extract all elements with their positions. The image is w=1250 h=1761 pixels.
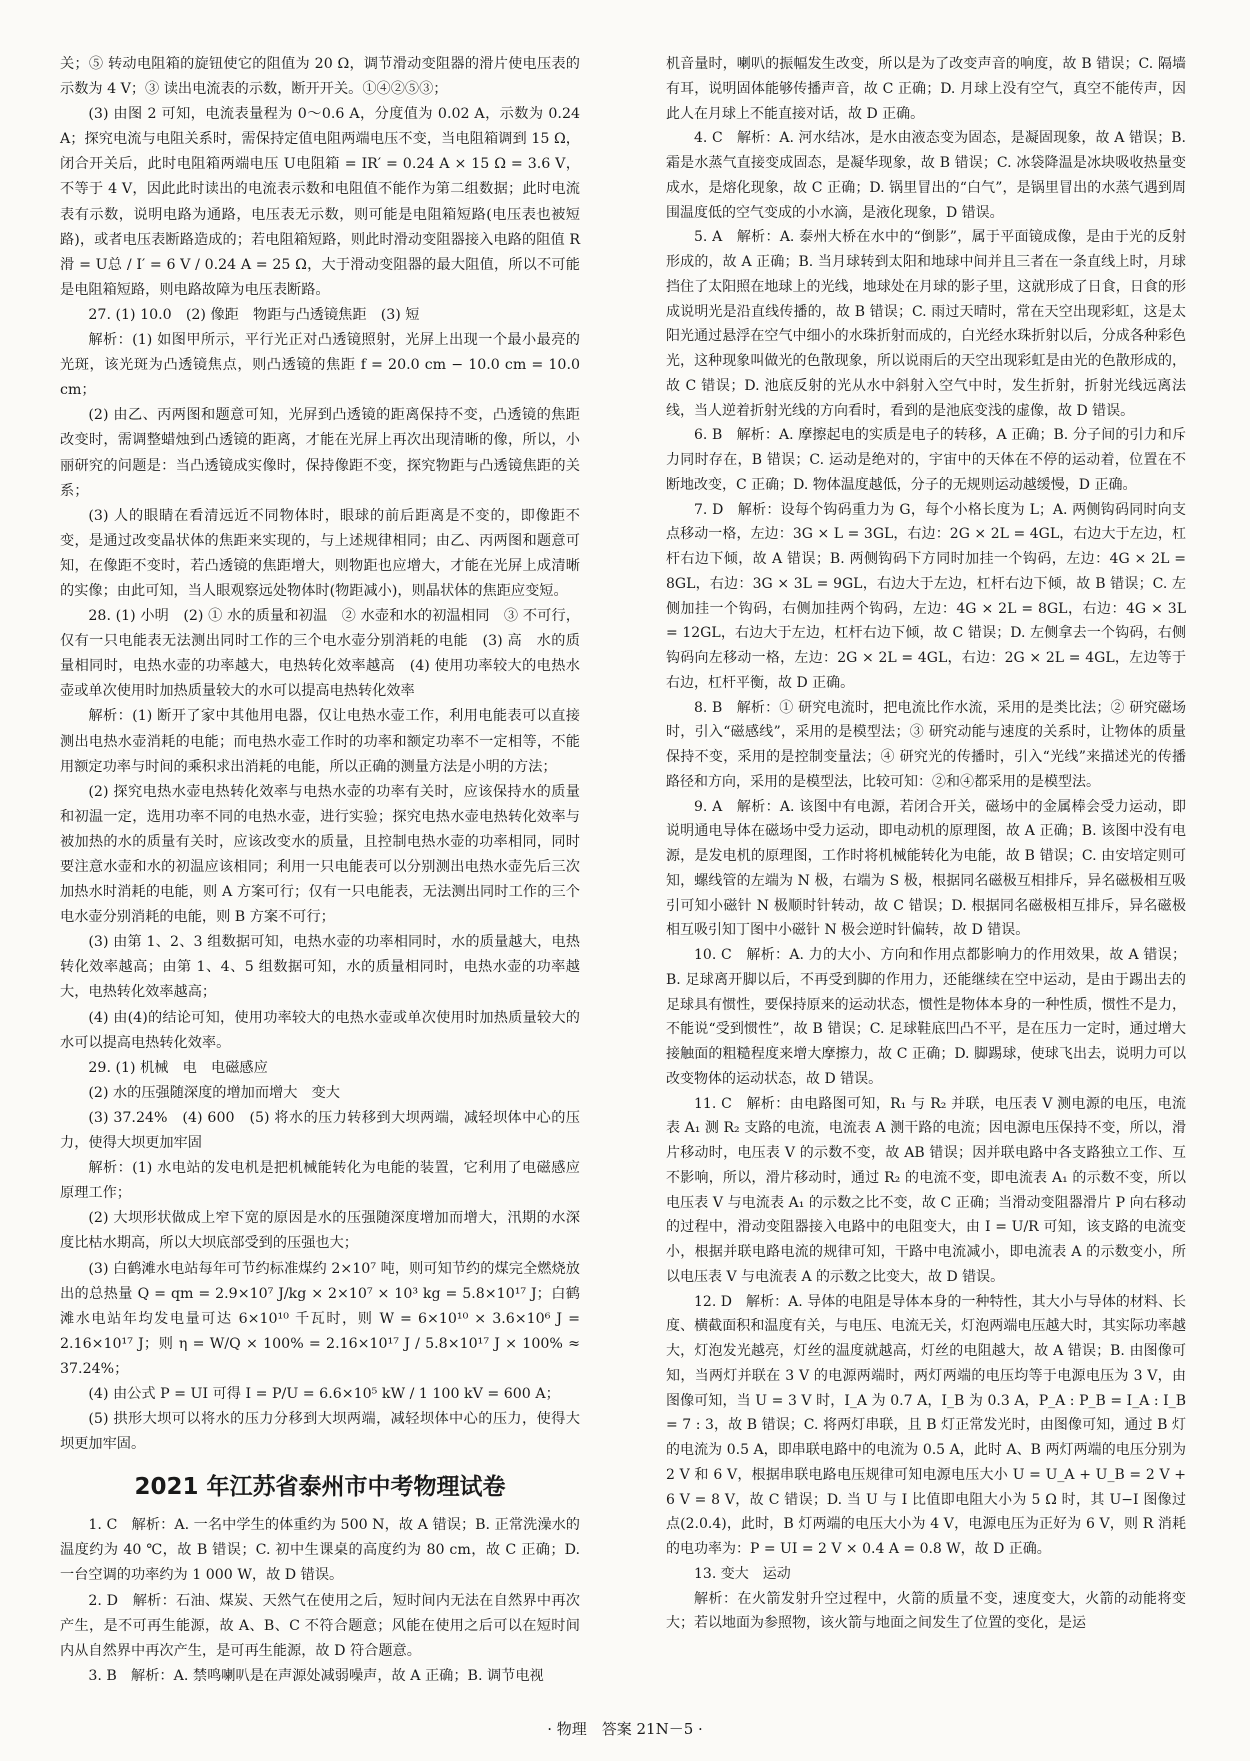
answer-paragraph: 关；⑤ 转动电阻箱的旋钮使它的阻值为 20 Ω，调节滑动变阻器的滑片使电压表的示数为 4 V；③ 读出电流表的示数，断开开关。①④②⑤③； xyxy=(60,56,580,98)
answer-paragraph: 6. B 解析：A. 摩擦起电的实质是电子的转移，A 正确；B. 分子间的引力和斥力同时存在，B 错误；C. 运动是绝对的，宇宙中的天体在不停的运动着，位置在不断地改变，C 正确；D. 物体温度越低，分子的无规则运动越缓慢，D 正确。 xyxy=(666,427,1186,493)
answer-paragraph: 4. C 解析：A. 河水结冰，是水由液态变为固态，是凝固现象，故 A 错误；B. 霜是水蒸气直接变成固态，是凝华现象，故 B 错误；C. 冰袋降温是冰块吸收热量变成水，是熔化现象，故 C 正确；D. 锅里冒出的“白气”，是锅里冒出的水蒸气遇到周围温度低的空气变成的小水滴，是液化现象，D 错误。 xyxy=(666,130,1186,221)
answer-paragraph: 8. B 解析：① 研究电流时，把电流比作水流，采用的是类比法；② 研究磁场时，引入“磁感线”，采用的是模型法；③ 研究动能与速度的关系时，让物体的质量保持不变，采用的是控制变量法；④ 研究光的传播时，引入“光线”来描述光的传播路径和方向，采用的是模型法，比较可知：②和④都采用的是模型法。 xyxy=(666,699,1186,790)
answer-paragraph: (3) 白鹤滩水电站每年可节约标准煤约 2×10⁷ 吨，则可知节约的煤完全燃烧放出的总热量 Q = qm = 2.9×10⁷ J/kg × 2×10⁷ × 10³ kg = 5.8×10¹⁷ J；白鹤滩水电站年均发电量可达 6×10¹⁰ 千瓦时，则 W = 6×10¹⁰ × 3.6×10⁶ J = 2.16×10¹⁷ J；则 η = W/Q × 100% = 2.16×10¹⁷ J / 5.8×10¹⁷ J × 100% ≈ 37.24%； xyxy=(60,1260,580,1377)
answer-paragraph: 2. D 解析：石油、煤炭、天然气在使用之后，短时间内无法在自然界中再次产生，是不可再生能源，故 A、B、C 不符合题意；风能在使用之后可以在短时间内从自然界中再次产生，是可再生能源，故 D 符合题意。 xyxy=(60,1592,580,1659)
answer-paragraph: 7. D 解析：设每个钩码重力为 G，每个小格长度为 L；A. 两侧钩码同时向支点移动一格，左边：3G × L = 3GL，右边：2G × 2L = 4GL，右边大于左边，杠杆右边下倾，故 A 错误；B. 两侧钩码下方同时加挂一个钩码，左边：4G × 2L = 8GL，右边：3G × 3L = 9GL，右边大于左边，杠杆右边下倾，故 B 错误；C. 左侧加挂一个钩码，右侧加挂两个钩码，左边：4G × 2L = 8GL，右边：4G × 3L = 12GL，右边大于左边，杠杆右边下倾，故 C 错误；D. 左侧拿去一个钩码，右侧钩码向左移动一格，左边：2G × 2L = 4GL，右边：2G × 2L = 4GL，左边等于右边，杠杆平衡，故 D 正确。 xyxy=(666,501,1186,691)
answer-paragraph: 解析：(1) 断开了家中其他用电器，仅让电热水壶工作，利用电能表可以直接测出电热水壶消耗的电能；而电热水壶工作时的功率和额定功率不一定相等，不能用额定功率与时间的乘积求出消耗的电能，所以正确的测量方法是小明的方法； xyxy=(60,708,580,775)
answer-paragraph: (2) 大坝形状做成上窄下宽的原因是水的压强随深度增加而增大，汛期的水深度比枯水期高，所以大坝底部受到的压强也大； xyxy=(60,1210,580,1252)
answer-paragraph: 机音量时，喇叭的振幅发生改变，所以是为了改变声音的响度，故 B 错误；C. 隔墙有耳，说明固体能够传播声音，故 C 正确；D. 月球上没有空气，真空不能传声，因此人在月球上不能直接对话，故 D 正确。 xyxy=(666,56,1186,122)
answer-paragraph: 29. (1) 机械 电 电磁感应 xyxy=(88,1059,268,1076)
answer-paragraph: 10. C 解析：A. 力的大小、方向和作用点都影响力的作用效果，故 A 错误；B. 足球离开脚以后，不再受到脚的作用力，还能继续在空中运动，是由于踢出去的足球具有惯性，要保持原来的运动状态，惯性是物体本身的一种性质，惯性不是力，不能说“受到惯性”，故 B 错误；C. 足球鞋底凹凸不平，是在压力一定时，通过增大接触面的粗糙程度来增大摩擦力，故 C 正确；D. 脚踢球，使球飞出去，说明力可以改变物体的运动状态，故 D 错误。 xyxy=(666,947,1186,1087)
answer-paragraph: (4) 由公式 P = UI 可得 I = P/U = 6.6×10⁵ kW / 1 100 kV = 600 A； xyxy=(88,1385,560,1402)
answer-paragraph: (3) 人的眼睛在看清远近不同物体时，眼球的前后距离是不变的，即像距不变，是通过改变晶状体的焦距来实现的，与上述规律相同；由乙、丙两图和题意可知，在像距不变时，若凸透镜的焦距增大，则物距也应增大，才能在光屏上成清晰的实像；由此可知，当人眼观察远处物体时(物距减小)，则晶状体的焦距应变短。 xyxy=(60,507,580,599)
answer-paragraph: (2) 水的压强随深度的增加而增大 变大 xyxy=(88,1084,340,1101)
answer-paragraph: 1. C 解析：A. 一名中学生的体重约为 500 N，故 A 错误；B. 正常洗澡水的温度约为 40 ℃，故 B 错误；C. 初中生课桌的高度约为 80 cm，故 C 正确；D. 一台空调的功率约为 1 000 W，故 D 错误。 xyxy=(60,1517,580,1584)
answer-paragraph: (5) 拱形大坝可以将水的压力分移到大坝两端，减轻坝体中心的压力，使得大坝更加牢固。 xyxy=(60,1411,580,1453)
answer-paragraph: (2) 探究电热水壶电热转化效率与电热水壶的功率有关时，应该保持水的质量和初温一定，选用功率不同的电热水壶，进行实验；探究电热水壶电热转化效率与被加热的水的质量有关时，应该改变水的质量，且控制电热水壶的功率相同，同时要注意水壶和水的初温应该相同；利用一只电能表可以分别测出电热水壶先后三次加热水时消耗的电能，则 A 方案可行；仅有一只电能表，无法测出同时工作的三个电水壶分别消耗的电能，则 B 方案不可行； xyxy=(60,783,580,926)
answer-paragraph: 12. D 解析：A. 导体的电阻是导体本身的一种特性，其大小与导体的材料、长度、横截面积和温度有关，与电压、电流无关，灯泡两端电压越大时，其实际功率越大，灯泡发光越亮，灯丝的温度就越高，灯丝的电阻越大，故 A 错误；B. 由图像可知，当两灯并联在 3 V 的电源两端时，两灯两端的电压均等于电源电压为 3 V，由图像可知，当 U = 3 V 时，I_A 为 0.7 A，I_B 为 0.3 A，P_A : P_B = I_A : I_B = 7 : 3，故 B 错误；C. 将两灯串联，且 B 灯正常发光时，由图像可知，通过 B 灯的电流为 0.5 A，即串联电路中的电流为 0.5 A，此时 A、B 两灯两端的电压分别为 2 V 和 6 V，根据串联电路电压规律可知电源电压大小 U = U_A + U_B = 2 V + 6 V = 8 V，故 C 错误；D. 当 U 与 I 比值即电阻大小为 5 Ω 时，其 U−I 图像过点(2.0.4)，此时，B 灯两端的电压大小为 4 V，电源电压为正好为 6 V，则 R 消耗的电功率为：P = UI = 2 V × 0.4 A = 0.8 W，故 D 正确。 xyxy=(666,1293,1186,1557)
exam-title: 2021 年江苏省泰州市中考物理试卷 xyxy=(134,1474,506,1501)
answer-paragraph: (3) 由图 2 可知，电流表量程为 0～0.6 A，分度值为 0.02 A，示数为 0.24 A；探究电流与电阻关系时，需保持定值电阻两端电压不变，当电阻箱调到 15 Ω，闭合开关后，此时电阻箱两端电压 U电阻箱 = IR′ = 0.24 A × 15 Ω = 3.6 V，不等于 4 V，因此此时读出的电流表示数和电阻值不能作为第二组数据；此时电流表有示数，说明电路为通路，电压表无示数，则可能是电阻箱短路(电压表也被短路)，或者电压表断路造成的；若电阻箱短路，则此时滑动变阻器接入电路的阻值 R滑 = U总 / I′ = 6 V / 0.24 A = 25 Ω，大于滑动变阻器的最大阻值，所以不可能是电阻箱短路，则电路故障为电压表断路。 xyxy=(60,106,580,298)
answer-paragraph: 13. 变大 运动 xyxy=(694,1565,791,1582)
answer-paragraph: 解析：在火箭发射升空过程中，火箭的质量不变，速度变大，火箭的动能将变大；若以地面为参照物，该火箭与地面之间发生了位置的变化，是运 xyxy=(666,1590,1186,1632)
answer-paragraph: (3) 37.24% (4) 600 (5) 将水的压力转移到大坝两端，减轻坝体中心的压力，使得大坝更加牢固 xyxy=(60,1109,580,1152)
answer-paragraph: 5. A 解析：A. 泰州大桥在水中的“倒影”，属于平面镜成像，是由于光的反射形成的，故 A 正确；B. 当月球转到太阳和地球中间并且三者在一条直线上时，月球挡住了太阳照在地球上的光线，地球处在月球的影子里，这就形成了日食，日食的形成说明光是沿直线传播的，故 B 错误；C. 雨过天晴时，常在天空出现彩虹，这是太阳光通过悬浮在空气中细小的水珠折射而成的，白光经水珠折射以后，分成各种彩色光，这种现象叫做光的色散现象，所以说雨后的天空出现彩虹是由光的色散形成的，故 C 错误；D. 池底反射的光从水中斜射入空气中时，发生折射，折射光线远离法线，当人逆着折射光线的方向看时，看到的是池底变浅的虚像，故 D 错误。 xyxy=(666,229,1186,419)
answer-paragraph: (4) 由(4)的结论可知，使用功率较大的电热水壶或单次使用时加热质量较大的水可以提高电热转化效率。 xyxy=(60,1009,580,1051)
answer-paragraph: 9. A 解析：A. 该图中有电源，若闭合开关，磁场中的金属棒会受力运动，即说明通电导体在磁场中受力运动，即电动机的原理图，故 A 正确；B. 该图中没有电源，是发电机的原理图，工作时将机械能转化为电能，故 B 错误；C. 由安培定则可知，螺线管的左端为 N 极，右端为 S 极，根据同名磁极互相排斥，异名磁极相互吸引可知小磁针 N 极顺时针转动，故 C 错误；D. 根据同名磁极相互排斥，异名磁极相互吸引知丁图中小磁针 N 极会逆时针偏转，故 D 错误。 xyxy=(666,798,1186,939)
answer-paragraph: 28. (1) 小明 (2) ① 水的质量和初温 ② 水壶和水的初温相同 ③ 不可行，仅有一只电能表无法测出同时工作的三个电水壶分别消耗的电能 (3) 高 水的质量相同时，电热水壶的功率越大，电热转化效率越高 (4) 使用功率较大的电热水壶或单次使用时加热质量较大的水可以提高电热转化效率 xyxy=(60,608,580,700)
answer-paragraph: 27. (1) 10.0 (2) 像距 物距与凸透镜焦距 (3) 短 xyxy=(88,306,420,323)
right-column xyxy=(666,52,1186,1636)
left-column xyxy=(60,52,580,1689)
page-footer: · 物理 答案 21N－5 · xyxy=(547,1720,703,1738)
answer-paragraph: 解析：(1) 如图甲所示，平行光正对凸透镜照射，光屏上出现一个最小最亮的光斑，该光斑为凸透镜焦点，则凸透镜的焦距 f = 20.0 cm − 10.0 cm = 10.0 cm； xyxy=(60,332,580,399)
answer-paragraph: (3) 由第 1、2、3 组数据可知，电热水壶的功率相同时，水的质量越大，电热转化效率越高；由第 1、4、5 组数据可知，水的质量相同时，电热水壶的功率越大，电热转化效率越高； xyxy=(60,934,580,1001)
answer-paragraph: 3. B 解析：A. 禁鸣喇叭是在声源处减弱噪声，故 A 正确；B. 调节电视 xyxy=(88,1667,544,1684)
answer-paragraph: (2) 由乙、丙两图和题意可知，光屏到凸透镜的距离保持不变，凸透镜的焦距改变时，需调整蜡烛到凸透镜的距离，才能在光屏上再次出现清晰的像，所以，小丽研究的问题是：当凸透镜成实像时，保持像距不变，探究物距与凸透镜焦距的关系； xyxy=(60,407,580,499)
answer-paragraph: 解析：(1) 水电站的发电机是把机械能转化为电能的装置，它利用了电磁感应原理工作； xyxy=(60,1160,580,1202)
answer-paragraph: 11. C 解析：由电路图可知，R₁ 与 R₂ 并联，电压表 V 测电源的电压，电流表 A₁ 测 R₂ 支路的电流，电流表 A 测干路的电流；因电源电压保持不变，所以，滑片移动时，电压表 V 的示数不变，故 AB 错误；因并联电路中各支路独立工作、互不影响，所以，滑片移动时，通过 R₂ 的电流不变，即电流表 A₁ 的示数不变，所以电压表 V 与电流表 A₁ 的示数之比不变，故 C 正确；当滑动变阻器滑片 P 向右移动的过程中，滑动变阻器接入电路中的电阻变大，由 I = U/R 可知，该支路的电流变小，根据并联电路电流的规律可知，干路中电流减小，即电流表 A 的示数变小，所以电压表 V 与电流表 A 的示数之比变大，故 D 错误。 xyxy=(666,1095,1186,1285)
